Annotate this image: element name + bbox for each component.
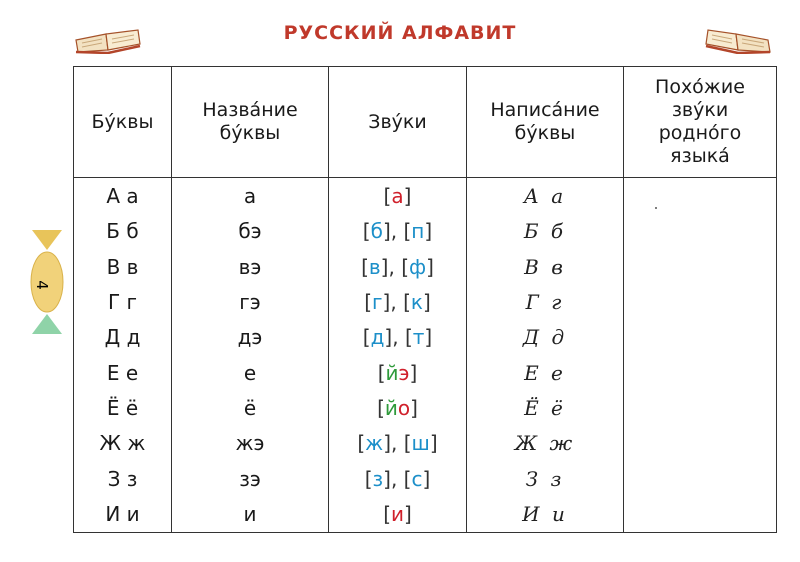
sounds-cell xyxy=(329,390,467,425)
letter-cell: Б б xyxy=(74,213,172,248)
bracket: [ xyxy=(383,502,391,527)
bracket: [ xyxy=(364,289,373,314)
letter-name-cell: е xyxy=(172,355,329,390)
speck xyxy=(655,207,657,209)
bracket: [ xyxy=(403,431,412,456)
table-body xyxy=(74,178,777,533)
bracket: ] xyxy=(424,219,433,244)
similar-sounds-cell xyxy=(624,390,777,425)
table-row xyxy=(74,355,777,390)
handwriting-cell: Г г xyxy=(467,284,624,319)
open-book-icon xyxy=(72,28,144,54)
similar-sounds-cell xyxy=(624,320,777,355)
column-header-writing: Написа́ние бу́квы xyxy=(467,67,624,178)
letter-cell: А а xyxy=(74,178,172,214)
letter-name-cell: и xyxy=(172,497,329,533)
sound-transcription: з xyxy=(372,466,384,491)
bracket: [ xyxy=(361,254,369,279)
column-header-sounds: Зву́ки xyxy=(329,67,467,178)
bracket: ] xyxy=(380,254,389,279)
bracket: ] xyxy=(383,466,391,491)
letter-name-cell: а xyxy=(172,178,329,214)
bracket: ] xyxy=(384,325,393,350)
letter-name-cell: жэ xyxy=(172,426,329,461)
sound-transcription: т xyxy=(412,325,425,350)
bracket: [ xyxy=(364,466,373,491)
similar-sounds-cell xyxy=(624,284,777,319)
separator: , xyxy=(388,254,402,279)
similar-sounds-cell xyxy=(624,461,777,496)
bracket: ] xyxy=(404,502,412,527)
separator: , xyxy=(391,431,404,456)
sounds-cell xyxy=(329,284,467,319)
column-header-name: Назва́ние бу́квы xyxy=(172,67,329,178)
sound-transcription: и xyxy=(391,502,404,527)
bracket: ] xyxy=(422,466,431,491)
sound-transcription: в xyxy=(368,254,381,279)
similar-sounds-cell xyxy=(624,213,777,248)
letter-cell: З з xyxy=(74,461,172,496)
open-book-icon xyxy=(702,28,774,54)
letter-cell: Ж ж xyxy=(74,426,172,461)
sound-transcription: э xyxy=(398,360,410,385)
bracket: [ xyxy=(401,254,410,279)
handwriting-cell: И и xyxy=(467,497,624,533)
sound-transcription: ш xyxy=(411,431,430,456)
similar-sounds-cell xyxy=(624,497,777,533)
bracket: [ xyxy=(404,325,413,350)
table-header-row xyxy=(74,67,777,178)
bracket: [ xyxy=(357,431,366,456)
sound-transcription: б xyxy=(370,219,383,244)
table-row xyxy=(74,390,777,425)
bracket: ] xyxy=(410,396,418,421)
bracket: ] xyxy=(409,360,418,385)
bracket: [ xyxy=(377,396,385,421)
bracket: [ xyxy=(403,466,412,491)
sounds-cell xyxy=(329,355,467,390)
bracket: [ xyxy=(403,289,411,314)
letter-name-cell: вэ xyxy=(172,249,329,284)
sounds-cell xyxy=(329,249,467,284)
handwriting-cell: Д д xyxy=(467,320,624,355)
bracket: ] xyxy=(382,219,391,244)
handwriting-cell: Ё ё xyxy=(467,390,624,425)
column-header-similar-sounds: Похо́жие зву́ки родно́го языка́ xyxy=(624,67,777,178)
bracket: ] xyxy=(383,431,391,456)
letter-name-cell: дэ xyxy=(172,320,329,355)
sound-transcription: к xyxy=(410,289,423,314)
letter-name-cell: зэ xyxy=(172,461,329,496)
letter-name-cell: ё xyxy=(172,390,329,425)
table-row xyxy=(74,213,777,248)
table-row xyxy=(74,178,777,214)
table-row xyxy=(74,426,777,461)
bracket: ] xyxy=(424,325,433,350)
table-row xyxy=(74,284,777,319)
table-row xyxy=(74,249,777,284)
bracket: ] xyxy=(426,254,434,279)
bracket: [ xyxy=(362,219,371,244)
page-number: 4 xyxy=(33,280,51,290)
similar-sounds-cell xyxy=(624,426,777,461)
sound-transcription: г xyxy=(372,289,383,314)
handwriting-cell: Ж ж xyxy=(467,426,624,461)
table-row xyxy=(74,497,777,533)
handwriting-cell: В в xyxy=(467,249,624,284)
sound-transcription: п xyxy=(411,219,425,244)
letter-cell: Ё ё xyxy=(74,390,172,425)
bracket: [ xyxy=(362,325,371,350)
sound-transcription: о xyxy=(397,396,411,421)
sound-transcription: д xyxy=(370,325,385,350)
letter-cell: И и xyxy=(74,497,172,533)
similar-sounds-cell xyxy=(624,355,777,390)
sound-transcription: й xyxy=(385,360,399,385)
separator: , xyxy=(390,466,404,491)
bracket: [ xyxy=(383,183,392,208)
letter-cell: Д д xyxy=(74,320,172,355)
handwriting-cell: З з xyxy=(467,461,624,496)
column-header-letters: Бу́квы xyxy=(74,67,172,178)
sound-transcription: а xyxy=(391,183,404,208)
letter-name-cell: гэ xyxy=(172,284,329,319)
sound-transcription: с xyxy=(411,466,423,491)
sounds-cell xyxy=(329,320,467,355)
table-row xyxy=(74,461,777,496)
separator: , xyxy=(390,289,404,314)
sounds-cell xyxy=(329,426,467,461)
bracket: ] xyxy=(382,289,391,314)
bracket: [ xyxy=(403,219,412,244)
sound-transcription: ж xyxy=(365,431,384,456)
handwriting-cell: Е е xyxy=(467,355,624,390)
similar-sounds-cell xyxy=(624,249,777,284)
separator: , xyxy=(392,325,405,350)
page-title: РУССКИЙ АЛФАВИТ xyxy=(283,22,517,44)
table-row xyxy=(74,320,777,355)
sounds-cell xyxy=(329,461,467,496)
similar-sounds-cell xyxy=(624,178,777,214)
bracket: ] xyxy=(403,183,412,208)
sounds-cell xyxy=(329,497,467,533)
handwriting-cell: Б б xyxy=(467,213,624,248)
alphabet-table xyxy=(73,66,777,533)
bracket: [ xyxy=(377,360,386,385)
letter-cell: Г г xyxy=(74,284,172,319)
sound-transcription: й xyxy=(384,396,398,421)
handwriting-cell: А а xyxy=(467,178,624,214)
sounds-cell xyxy=(329,178,467,214)
bracket: ] xyxy=(429,431,438,456)
letter-cell: В в xyxy=(74,249,172,284)
separator: , xyxy=(390,219,404,244)
sound-transcription: ф xyxy=(409,254,427,279)
letter-cell: Е е xyxy=(74,355,172,390)
letter-name-cell: бэ xyxy=(172,213,329,248)
bracket: ] xyxy=(422,289,431,314)
sounds-cell xyxy=(329,213,467,248)
